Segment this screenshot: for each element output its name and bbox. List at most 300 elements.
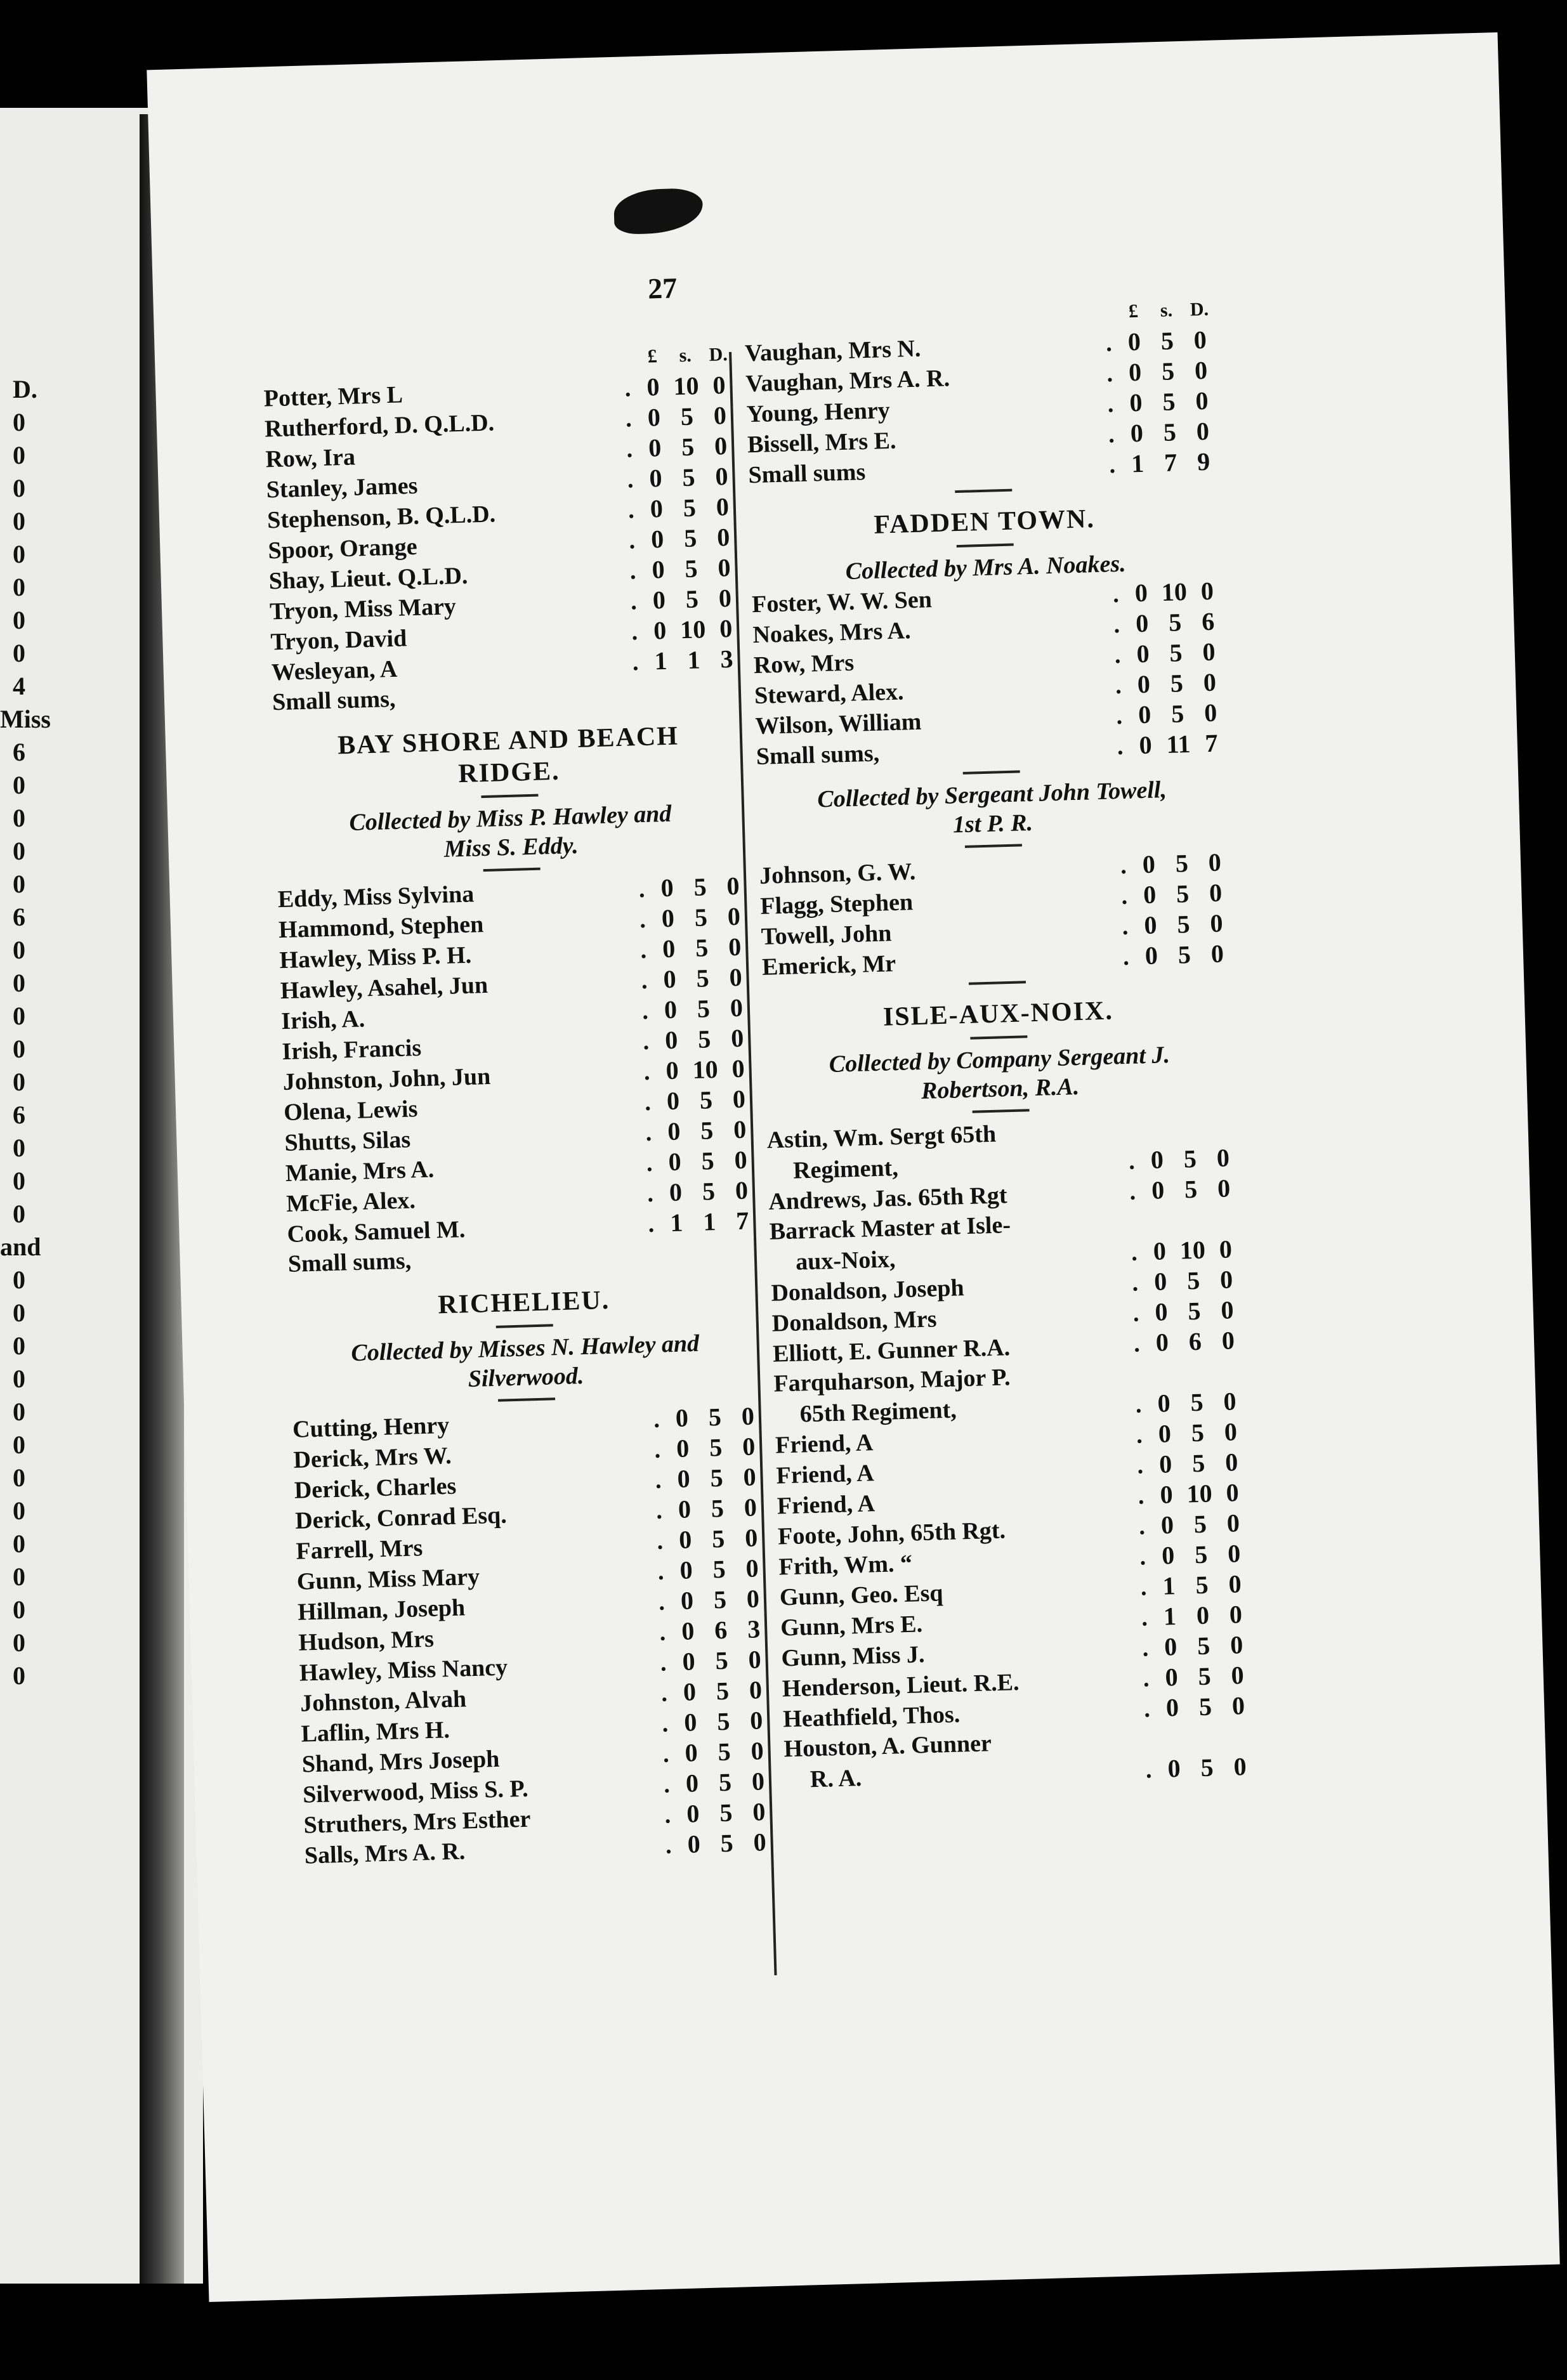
pounds-header: £ — [647, 346, 658, 367]
pounds-value: 0 — [685, 1769, 699, 1798]
subscriber-name: Astin, Wm. Sergt 65th — [766, 1120, 997, 1154]
subscriber-name: Small sums — [747, 459, 866, 489]
leader-dot: . — [662, 1741, 670, 1768]
pounds-value: 0 — [1160, 1510, 1174, 1540]
leader-dot: . — [663, 1771, 671, 1798]
pounds-value: 0 — [664, 995, 678, 1024]
pounds-value: 0 — [1127, 327, 1141, 356]
pence-value: 0 — [717, 553, 731, 582]
collector-note: Miss S. Eddy. — [443, 832, 579, 863]
subscriber-name: Rutherford, D. Q.L.D. — [264, 409, 495, 443]
shillings-value: 10 — [679, 615, 706, 644]
collector-note: Collected by Misses N. Hawley and — [350, 1330, 700, 1367]
pounds-value: 0 — [653, 615, 667, 645]
subscriber-name: Hawley, Miss P. H. — [279, 941, 472, 974]
pence-value: 0 — [1220, 1295, 1235, 1324]
pence-value: 0 — [1209, 878, 1223, 908]
pence-value: 0 — [1203, 667, 1217, 697]
subscriber-name: Shutts, Silas — [284, 1126, 411, 1157]
pounds-value: 0 — [675, 1403, 689, 1432]
pounds-value — [664, 1260, 692, 1261]
pence-value: 0 — [1231, 1691, 1245, 1720]
facing-page-fragment-text: 4 — [13, 672, 25, 700]
pounds-value: 0 — [668, 1147, 682, 1177]
subscriber-name: Towell, John — [761, 920, 892, 950]
pence-value: 3 — [747, 1614, 761, 1644]
pounds-value: 0 — [1159, 1480, 1174, 1509]
facing-page-fragment-text: 0 — [13, 1529, 25, 1558]
subscriber-name: Friend, A — [775, 1429, 874, 1459]
subscriber-name: Cutting, Henry — [292, 1411, 450, 1443]
shillings-value: 5 — [715, 1645, 729, 1675]
pence-value: 0 — [735, 1175, 749, 1205]
subscriber-name: Gunn, Mrs E. — [780, 1611, 923, 1642]
pounds-value: 0 — [1138, 700, 1151, 729]
subscriber-name: Irish, A. — [280, 1005, 365, 1035]
pence-value: 0 — [746, 1584, 760, 1613]
pence-value: 0 — [728, 962, 743, 992]
pounds-value: 0 — [648, 433, 662, 462]
leader-dot: . — [1107, 391, 1114, 418]
leader-dot: . — [1108, 452, 1116, 479]
pounds-value: 0 — [1142, 849, 1156, 879]
shillings-value: 5 — [697, 1024, 711, 1054]
pounds-value: 0 — [1153, 1267, 1167, 1296]
leader-dot: . — [1135, 1391, 1142, 1418]
shillings-value: 5 — [1197, 1631, 1210, 1661]
pounds-value — [1145, 1228, 1173, 1229]
subscriber-name: Foote, John, 65th Rgt. — [777, 1517, 1006, 1550]
pounds-value: 0 — [1161, 1541, 1175, 1570]
leader-dot: . — [646, 1149, 653, 1177]
leader-dot: . — [1131, 1239, 1138, 1266]
shillings-value: 5 — [1168, 608, 1182, 637]
pounds-value: 0 — [1167, 1753, 1181, 1783]
shillings-value: 5 — [1198, 1692, 1212, 1722]
shillings-value: 5 — [1184, 1174, 1198, 1204]
subscriber-name: Vaughan, Mrs A. R. — [745, 365, 950, 398]
rule — [955, 489, 1012, 494]
subscriber-name: Struthers, Mrs Esther — [303, 1805, 531, 1839]
facing-page-fragment-text: 0 — [13, 1331, 25, 1360]
leader-dot — [1120, 1137, 1143, 1138]
pounds-value: 0 — [1138, 730, 1153, 760]
pence-value: 3 — [719, 644, 734, 674]
pounds-value: 1 — [653, 646, 668, 676]
rule — [483, 868, 541, 872]
leader-dot: . — [1142, 1635, 1149, 1662]
leader-dot: . — [641, 997, 649, 1025]
pence-value: 0 — [728, 932, 742, 962]
leader-dot: . — [1105, 330, 1113, 357]
pounds-value: 0 — [682, 1647, 696, 1676]
facing-page-fragment-text: 6 — [13, 1101, 25, 1129]
rule — [963, 770, 1020, 775]
subscriber-name: Andrews, Jas. 65th Rgt — [768, 1182, 1008, 1215]
rule — [957, 544, 1014, 548]
subscriber-name: Vaughan, Mrs N. — [744, 335, 921, 367]
pence-value: 0 — [741, 1401, 755, 1431]
shillings-value: 5 — [1183, 1144, 1197, 1174]
pence-value: 0 — [1208, 847, 1222, 877]
facing-page-fragment-text: 0 — [13, 1364, 25, 1393]
facing-page-fragment-text: 0 — [13, 540, 25, 568]
shillings-value: 5 — [681, 462, 696, 492]
pence-value: 0 — [1224, 1417, 1238, 1446]
shillings-value: 5 — [680, 402, 694, 431]
pence-value: 0 — [749, 1706, 763, 1735]
pence-value: 0 — [1230, 1661, 1245, 1690]
shillings-value: 5 — [1177, 940, 1191, 969]
pounds-value: 0 — [646, 372, 660, 402]
pence-value: 0 — [1209, 908, 1224, 938]
shillings-value: 5 — [1170, 669, 1184, 698]
pounds-value: 0 — [1151, 1175, 1165, 1205]
subscriber-name: Noakes, Mrs A. — [752, 617, 912, 649]
facing-page-fragment-text: 0 — [13, 1661, 25, 1690]
subscriber-name: Hawley, Miss Nancy — [299, 1654, 508, 1687]
facing-page-fragment-text: 0 — [13, 1463, 25, 1492]
shillings-value: 1 — [702, 1207, 716, 1236]
subscriber-name: Donaldson, Joseph — [770, 1274, 965, 1307]
pounds-value: 1 — [1131, 448, 1144, 478]
shillings-value: 5 — [718, 1737, 731, 1767]
leader-dot: . — [660, 1680, 668, 1707]
pounds-value: 0 — [669, 1177, 683, 1207]
pounds-value: 0 — [666, 1086, 680, 1116]
leader-dot: . — [639, 936, 647, 964]
subscriber-name: Friend, A — [777, 1490, 875, 1520]
pounds-value: 0 — [662, 934, 676, 964]
leader-dot: . — [660, 1649, 667, 1677]
facing-page-fragment-text: 0 — [13, 1595, 25, 1624]
subscriber-list — [744, 325, 1217, 490]
subscriber-list — [751, 575, 1226, 771]
shillings-value: 5 — [708, 1402, 722, 1432]
facing-page-fragment-text: 0 — [13, 573, 25, 601]
leader-dot: . — [1133, 1330, 1141, 1357]
rule — [965, 844, 1022, 848]
shillings-value: 5 — [711, 1493, 724, 1523]
shillings-header: s. — [1160, 299, 1173, 321]
shillings-value: 5 — [1191, 1418, 1205, 1448]
leader-dot: . — [1140, 1574, 1148, 1601]
pence-value — [1216, 1378, 1243, 1379]
rule — [969, 981, 1026, 985]
subscriber-name: 65th Regiment, — [799, 1396, 957, 1428]
pounds-value: 1 — [1162, 1571, 1176, 1600]
subscriber-name: Shay, Lieut. Q.L.D. — [268, 562, 468, 595]
shillings-value: 5 — [1195, 1570, 1209, 1600]
pounds-value: 0 — [676, 1434, 690, 1463]
pence-value: 0 — [1225, 1478, 1240, 1507]
shillings-value: 5 — [713, 1585, 727, 1614]
facing-page-fragment-text: 0 — [13, 837, 25, 865]
facing-page-fragment-text: and — [0, 1232, 41, 1261]
pence-value: 0 — [1227, 1539, 1241, 1568]
pounds-value: 1 — [669, 1208, 683, 1238]
leader-dot: . — [1138, 1482, 1144, 1510]
subscriber-name: Farrell, Mrs — [295, 1534, 423, 1565]
shillings-value: 5 — [695, 933, 709, 962]
pence-value: 0 — [1194, 355, 1208, 385]
left-column — [263, 339, 775, 1871]
pounds-value: 0 — [676, 1464, 691, 1493]
section-title: FADDEN TOWN. — [873, 504, 1096, 540]
subscriber-name: Johnston, John, Jun — [282, 1062, 491, 1096]
leader-dot: . — [655, 1467, 662, 1494]
pence-value: 0 — [1229, 1630, 1243, 1659]
pounds-value: 0 — [1136, 639, 1150, 669]
pounds-value: 0 — [1153, 1236, 1167, 1265]
shillings-value: 5 — [702, 1177, 716, 1206]
subscriber-name: Bissell, Mrs E. — [747, 427, 896, 459]
page — [147, 32, 1559, 2302]
pounds-value: 0 — [652, 585, 666, 615]
subscriber-name: Irish, Francis — [281, 1034, 422, 1066]
shillings-value: 5 — [711, 1524, 725, 1553]
subscriber-name: Johnston, Alvah — [299, 1685, 467, 1717]
pounds-value: 0 — [686, 1799, 700, 1828]
subscriber-name: Tryon, David — [270, 625, 407, 656]
leader-dot: . — [644, 1089, 652, 1116]
shillings-value: 7 — [1164, 448, 1177, 477]
facing-page-fragment-text: 0 — [13, 771, 25, 799]
shillings-value: 5 — [1187, 1296, 1202, 1326]
pence-value: 0 — [716, 523, 730, 552]
subscriber-name: Cook, Samuel M. — [287, 1216, 466, 1248]
subscriber-name: Donaldson, Mrs — [771, 1305, 938, 1337]
facing-page-fragment-text: 0 — [13, 1496, 25, 1525]
pence-value: 6 — [1201, 606, 1215, 636]
subscriber-list — [766, 1112, 1254, 1795]
shillings-value: 5 — [1193, 1509, 1207, 1539]
pence-value: 0 — [1223, 1387, 1237, 1416]
pounds-value: 0 — [1137, 669, 1151, 699]
pence-value: 0 — [730, 993, 744, 1023]
leader-dot: . — [1138, 1513, 1146, 1540]
pounds-value: 0 — [678, 1494, 692, 1524]
leader-dot: . — [1106, 360, 1113, 388]
pounds-value: 0 — [678, 1525, 692, 1554]
subscriber-name: Emerick, Mr — [761, 950, 896, 981]
leader-dot: . — [639, 906, 646, 934]
pence-value: 0 — [732, 1084, 746, 1114]
subscriber-name: Derick, Charles — [294, 1472, 457, 1504]
leader-dot: . — [1141, 1604, 1148, 1631]
subscriber-name: Young, Henry — [746, 396, 891, 428]
leader-dot: . — [624, 375, 631, 402]
leader-dot: . — [631, 618, 638, 646]
shillings-value: 5 — [712, 1554, 726, 1584]
pence-value: 0 — [733, 1115, 747, 1144]
pounds-value: 0 — [1143, 910, 1158, 940]
subscriber-name: Laflin, Mrs H. — [301, 1716, 450, 1748]
leader-dot — [641, 1261, 664, 1262]
subscriber-name: Wesleyan, A — [271, 655, 398, 686]
pounds-value: 0 — [1158, 1449, 1172, 1479]
facing-page-fragment-text: 6 — [13, 738, 25, 766]
shillings-value: 5 — [683, 523, 697, 553]
shillings-value: 5 — [693, 872, 707, 901]
leader-dot: . — [653, 1406, 660, 1433]
subscriber-name: Row, Ira — [265, 443, 356, 473]
subscriber-name: Houston, A. Gunner — [783, 1730, 992, 1763]
subscriber-name: Shand, Mrs Joseph — [301, 1745, 500, 1778]
pence-value: 9 — [1197, 447, 1210, 476]
pounds-value: 0 — [1135, 608, 1149, 638]
subscriber-name: Row, Mrs — [753, 649, 855, 679]
leader-dot: . — [1120, 852, 1127, 880]
leader-dot: . — [628, 527, 636, 554]
leader-dot: . — [659, 1619, 666, 1646]
subscriber-name: Friend, A — [775, 1460, 875, 1489]
pence-value — [714, 697, 742, 698]
subscriber-name: Olena, Lewis — [283, 1095, 418, 1127]
pence-value: 0 — [1221, 1326, 1235, 1355]
shillings-value: 5 — [1162, 387, 1176, 416]
pounds-value: 1 — [1163, 1602, 1177, 1631]
leader-dot: . — [1128, 1148, 1136, 1175]
shillings-value: 5 — [683, 493, 697, 523]
facing-page-fragment-text: 0 — [13, 1298, 25, 1327]
leader-dot: . — [657, 1558, 665, 1585]
pence-value: 0 — [1219, 1234, 1233, 1264]
leader-dot: . — [625, 405, 633, 433]
leader-dot: . — [655, 1497, 663, 1524]
leader-dot: . — [1120, 882, 1128, 910]
leader-dot: . — [1122, 913, 1129, 941]
facing-page-fragment-text: 0 — [13, 441, 25, 469]
rule — [973, 1109, 1030, 1113]
leader-dot: . — [1136, 1452, 1144, 1479]
pounds-value: 0 — [1128, 357, 1142, 387]
subscriber-name: Johnson, G. W. — [759, 858, 916, 889]
pounds-value: 0 — [1130, 418, 1144, 448]
facing-page-fragment-text: 0 — [13, 1562, 25, 1591]
subscriber-name: R. A. — [810, 1765, 862, 1793]
pounds-value: 0 — [1157, 1389, 1171, 1418]
pounds-value: 0 — [680, 1586, 694, 1615]
shillings-value: 6 — [714, 1615, 728, 1645]
pounds-value: 0 — [685, 1738, 698, 1767]
leader-dot: . — [662, 1710, 669, 1737]
leader-dot: . — [646, 1180, 654, 1208]
subscriber-name: Elliott, E. Gunner R.A. — [772, 1334, 1011, 1368]
subscriber-name: Gunn, Geo. Esq — [779, 1579, 944, 1611]
shillings-value: 10 — [692, 1054, 719, 1085]
pounds-header: £ — [1128, 300, 1139, 322]
leader-dot: . — [1117, 733, 1124, 761]
subscriber-name: Small sums, — [756, 740, 880, 771]
shillings-value: 0 — [1196, 1600, 1210, 1630]
leader-dot: . — [626, 436, 633, 463]
pence-value: 0 — [753, 1828, 767, 1857]
pounds-value: 0 — [651, 554, 665, 584]
subscriber-name: Potter, Mrs L — [263, 381, 403, 412]
pence-value: 0 — [742, 1462, 757, 1492]
leader-dot: . — [630, 588, 638, 615]
subscriber-list — [759, 847, 1231, 982]
shillings-value: 5 — [720, 1828, 734, 1858]
collector-note: Silverwood. — [468, 1362, 584, 1393]
subscriber-name: aux-Noix, — [795, 1246, 896, 1276]
pence-value: 0 — [1228, 1569, 1242, 1599]
subscriber-name: Derick, Conrad Esq. — [294, 1501, 508, 1534]
pounds-value: 0 — [679, 1555, 693, 1585]
page-number: 27 — [647, 271, 678, 305]
pence-value: 0 — [1219, 1265, 1233, 1294]
pence-value: 7 — [1204, 728, 1219, 758]
shillings-value — [1188, 1744, 1226, 1746]
subscriber-name: Barrack Master at Isle- — [769, 1212, 1011, 1245]
rule — [496, 1324, 553, 1328]
pence-value: 0 — [1210, 939, 1224, 969]
shillings-value: 1 — [686, 645, 701, 674]
pence-value: 0 — [742, 1432, 756, 1461]
facing-page-fragment-text: 0 — [13, 1200, 25, 1228]
subscriber-name: Hammond, Stephen — [278, 911, 484, 944]
pence-value: 0 — [745, 1553, 759, 1583]
shillings-value: 5 — [1191, 1448, 1205, 1478]
facing-page-fragment-text: 0 — [13, 1397, 25, 1426]
leader-dot: . — [1143, 1696, 1151, 1723]
pounds-value: 0 — [1129, 388, 1143, 417]
leader-dot: . — [627, 466, 634, 494]
leader-dot: . — [1112, 580, 1120, 608]
facing-page-fragment-text: 0 — [13, 1134, 25, 1162]
pounds-value — [1150, 1380, 1177, 1381]
shillings-value: 5 — [694, 903, 708, 932]
pounds-value: 0 — [1164, 1632, 1177, 1661]
facing-page-fragment-text: 0 — [13, 1628, 25, 1657]
pence-value: 0 — [747, 1645, 762, 1674]
pounds-value: 0 — [1143, 880, 1157, 910]
subscriber-name: Hawley, Asahel, Jun — [280, 971, 488, 1005]
leader-dot: . — [627, 497, 635, 524]
shillings-value: 5 — [716, 1676, 730, 1706]
collector-note: Collected by Miss P. Hawley and — [348, 800, 672, 836]
leader-dot: . — [1108, 421, 1115, 448]
shillings-value: 5 — [1190, 1387, 1204, 1417]
subscriber-name: Wilson, William — [754, 708, 922, 740]
facing-page-fragment-text: 0 — [13, 1167, 25, 1195]
leader-dot: . — [665, 1832, 672, 1859]
pounds-value: 0 — [1144, 941, 1158, 971]
shillings-value: 5 — [1194, 1540, 1208, 1569]
pence-value: 0 — [712, 370, 726, 400]
leader-dot: . — [643, 1028, 650, 1056]
shillings-value: 5 — [1176, 879, 1190, 908]
subscriber-name: Salls, Mrs A. R. — [304, 1838, 466, 1869]
leader-dot: . — [643, 1058, 651, 1086]
pounds-value: 0 — [650, 494, 664, 523]
leader-dot: . — [1129, 1178, 1136, 1205]
shillings-value: 5 — [1161, 356, 1175, 386]
subscriber-list — [277, 871, 757, 1279]
subscriber-list — [263, 370, 742, 717]
pounds-value: 0 — [1165, 1693, 1179, 1722]
shillings-value: 5 — [699, 1085, 713, 1115]
pence-value: 0 — [727, 901, 741, 931]
facing-page-fragment-text: D. — [13, 375, 37, 403]
pence-value: 0 — [1226, 1508, 1240, 1538]
pence-value: 0 — [1203, 698, 1217, 728]
section-title: RICHELIEU. — [437, 1285, 610, 1320]
shillings-value: 5 — [1186, 1265, 1200, 1295]
section-title: ISLE-AUX-NOIX. — [882, 996, 1114, 1032]
pence-value: 0 — [730, 1023, 744, 1053]
